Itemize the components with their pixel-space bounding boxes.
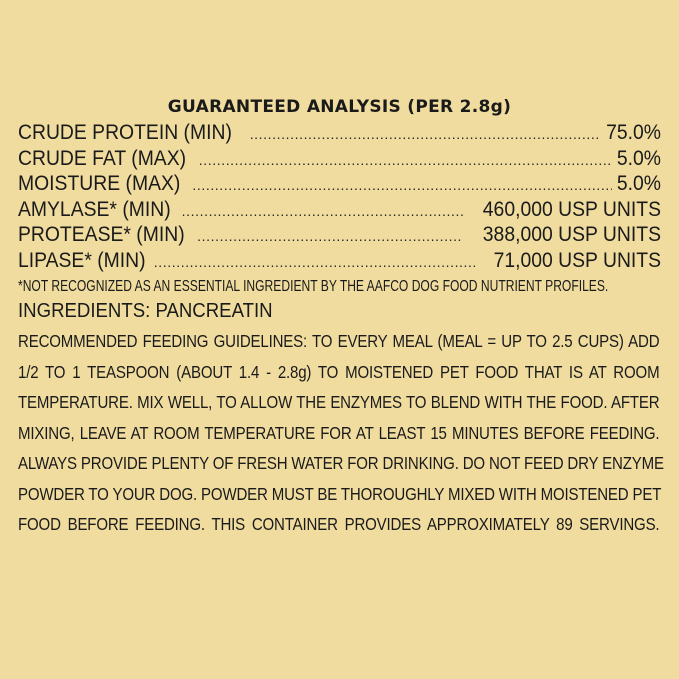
- analysis-row-value: 5.0%: [616, 145, 661, 170]
- guideline-line: [18, 418, 661, 449]
- leader-dots: [199, 153, 612, 167]
- leader-dots: [197, 229, 463, 243]
- leader-dots: [154, 255, 475, 269]
- analysis-row: [18, 171, 661, 197]
- analysis-row-name: LIPASE* (MIN): [18, 247, 146, 272]
- guideline-line: [18, 479, 661, 510]
- analysis-row: [18, 248, 661, 274]
- guideline-text: POWDER TO YOUR DOG. POWDER MUST BE THOROUGHLY MIXED WITH MOISTENED PET: [18, 483, 662, 504]
- analysis-row-value: 5.0%: [616, 171, 661, 195]
- guideline-text: ALWAYS PROVIDE PLENTY OF FRESH WATER FOR DRINKING. DO NOT FEED DRY ENZYME: [18, 453, 664, 473]
- feeding-guidelines: [18, 326, 664, 540]
- guideline-text: TEMPERATURE. MIX WELL, TO ALLOW THE ENZYMES TO BLEND WITH THE FOOD. AFTER: [18, 392, 660, 412]
- analysis-row-name: MOISTURE (MAX): [18, 171, 181, 195]
- aafco-footnote: *NOT RECOGNIZED AS AN ESSENTIAL INGREDIENT BY THE AAFCO DOG FOOD NUTRIENT PROFILES.: [18, 278, 609, 295]
- guideline-text: FOOD BEFORE FEEDING. THIS CONTAINER PROVIDES APPROXIMATELY 89 SERVINGS.: [18, 514, 660, 534]
- analysis-row: [18, 146, 661, 172]
- analysis-row-value: 75.0%: [606, 120, 661, 144]
- analysis-row-value: 388,000 USP UNITS: [482, 222, 661, 246]
- analysis-row-value: 71,000 USP UNITS: [493, 247, 661, 272]
- ingredients-line: INGREDIENTS: PANCREATIN: [18, 300, 273, 322]
- leader-dots: [192, 178, 612, 192]
- analysis-row: [18, 120, 661, 146]
- analysis-row: [18, 222, 661, 248]
- analysis-row-name: CRUDE FAT (MAX): [18, 145, 187, 170]
- guideline-text: RECOMMENDED FEEDING GUIDELINES: TO EVERY MEAL (MEAL = UP TO 2.5 CUPS) ADD: [18, 331, 660, 351]
- guideline-text: MIXING, LEAVE AT ROOM TEMPERATURE FOR AT LEAST 15 MINUTES BEFORE FEEDING.: [18, 422, 660, 443]
- guideline-line: [18, 357, 661, 388]
- analysis-row-name: AMYLASE* (MIN): [18, 196, 171, 221]
- leader-dots: [182, 204, 463, 218]
- guideline-line: [18, 448, 664, 479]
- analysis-row-name: PROTEASE* (MIN): [18, 222, 185, 246]
- guideline-line: [18, 387, 661, 418]
- guideline-line: [18, 326, 661, 357]
- analysis-row-name: CRUDE PROTEIN (MIN): [18, 120, 232, 144]
- analysis-title: GUARANTEED ANALYSIS (PER 2.8g): [167, 97, 512, 117]
- leader-dots: [250, 127, 600, 141]
- guideline-line: [18, 509, 661, 540]
- analysis-row-value: 460,000 USP UNITS: [482, 196, 661, 221]
- label-panel: [18, 96, 664, 540]
- analysis-row: [18, 197, 661, 223]
- guideline-text: 1/2 TO 1 TEASPOON (ABOUT 1.4 - 2.8g) TO MOISTENED PET FOOD THAT IS AT ROOM: [18, 361, 660, 382]
- analysis-table: [18, 120, 661, 273]
